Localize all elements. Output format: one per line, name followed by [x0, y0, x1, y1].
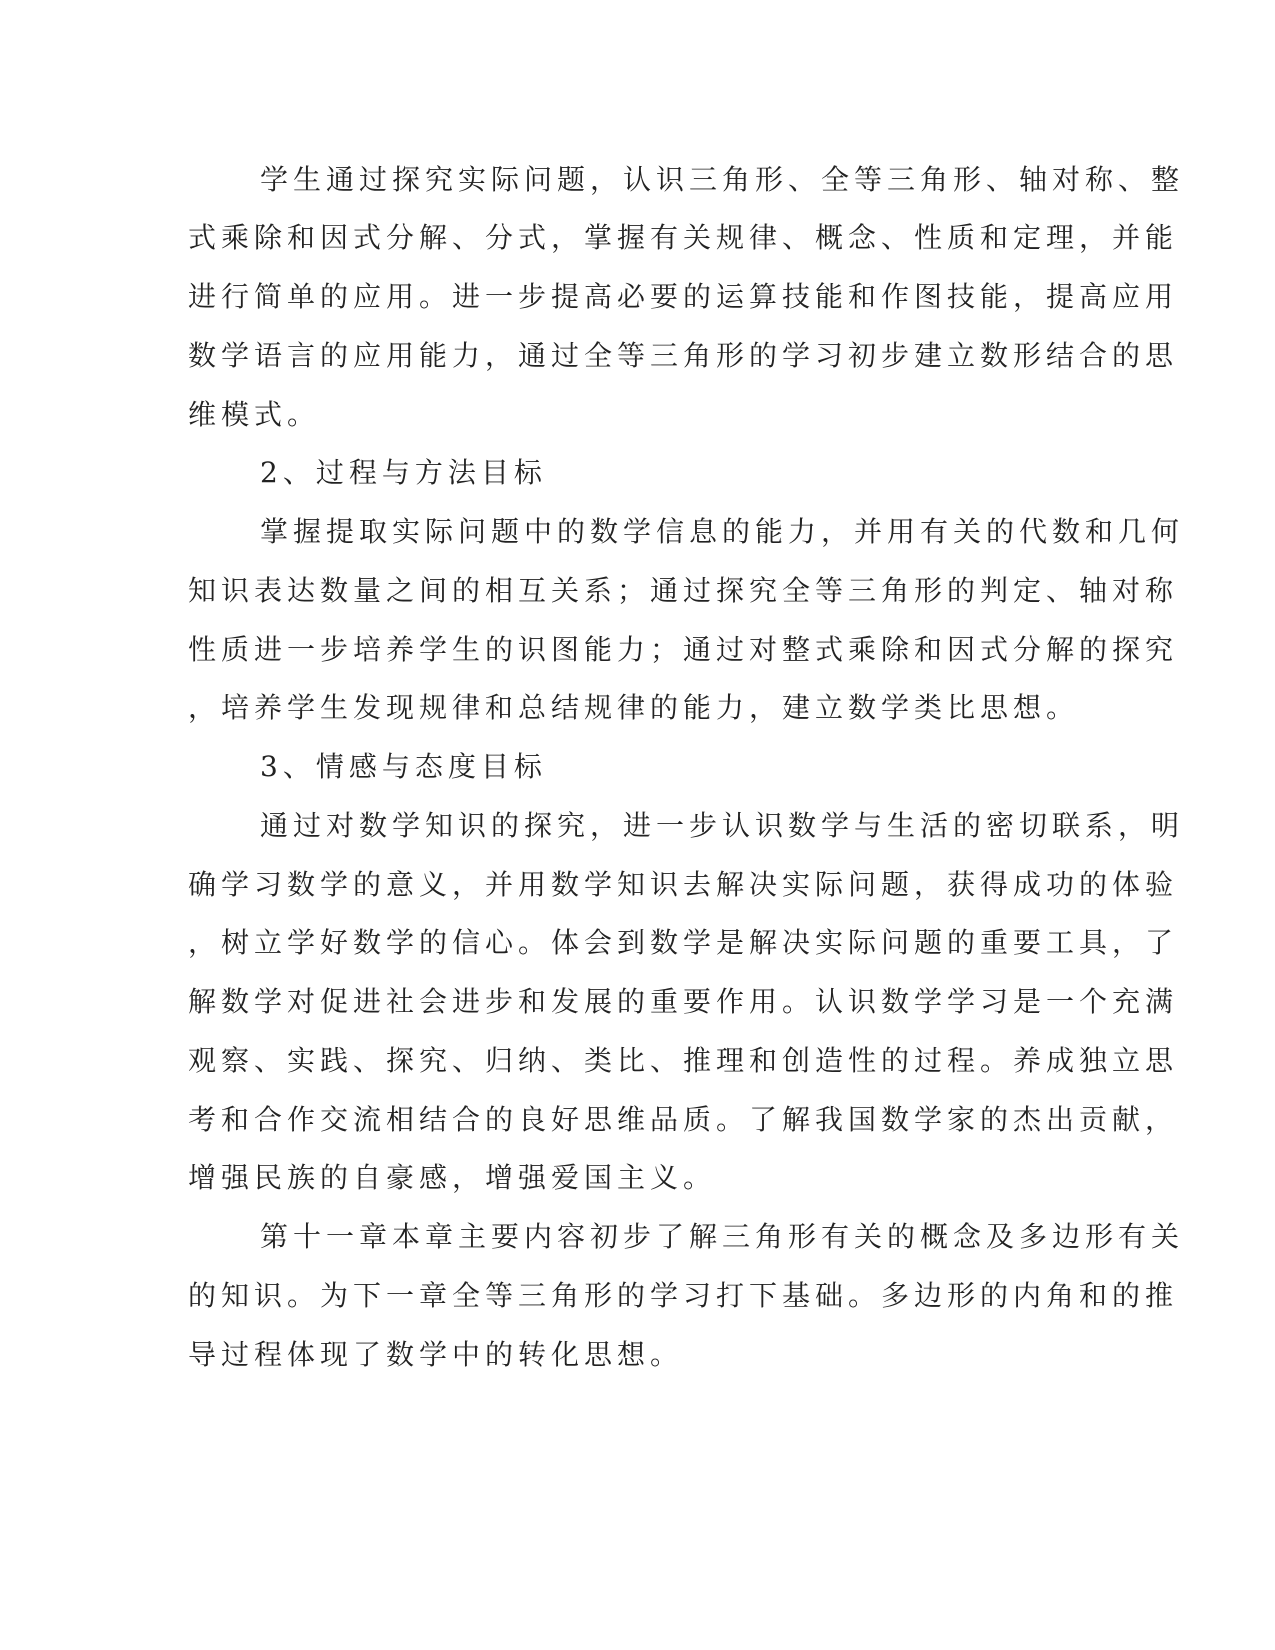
- paragraph-line: 数学语言的应用能力，通过全等三角形的学习初步建立数形结合的思: [188, 339, 1179, 372]
- paragraph-line: 通过对数学知识的探究，进一步认识数学与生活的密切联系，明: [260, 809, 1185, 842]
- paragraph-line: 维模式。: [188, 398, 321, 431]
- paragraph-line: 式乘除和因式分解、分式，掌握有关规律、概念、性质和定理，并能: [188, 221, 1179, 254]
- paragraph-line: 性质进一步培养学生的识图能力；通过对整式乘除和因式分解的探究: [188, 633, 1179, 666]
- paragraph-line: ，培养学生发现规律和总结规律的能力，建立数学类比思想。: [188, 691, 1080, 724]
- paragraph-line: 解数学对促进社会进步和发展的重要作用。认识数学学习是一个充满: [188, 985, 1179, 1018]
- paragraph-line: 学生通过探究实际问题，认识三角形、全等三角形、轴对称、整: [260, 163, 1185, 196]
- paragraph-line: 观察、实践、探究、归纳、类比、推理和创造性的过程。养成独立思: [188, 1044, 1179, 1077]
- paragraph-line: 导过程体现了数学中的转化思想。: [188, 1338, 684, 1371]
- section-heading: 3、情感与态度目标: [260, 750, 547, 783]
- section-heading: 2、过程与方法目标: [260, 456, 547, 489]
- paragraph-line: 知识表达数量之间的相互关系；通过探究全等三角形的判定、轴对称: [188, 574, 1179, 607]
- paragraph-line: 的知识。为下一章全等三角形的学习打下基础。多边形的内角和的推: [188, 1279, 1179, 1312]
- paragraph-line: 进行简单的应用。进一步提高必要的运算技能和作图技能，提高应用: [188, 280, 1179, 313]
- paragraph-line: 确学习数学的意义，并用数学知识去解决实际问题，获得成功的体验: [188, 868, 1179, 901]
- paragraph-line: 掌握提取实际问题中的数学信息的能力，并用有关的代数和几何: [260, 515, 1185, 548]
- paragraph-line: 第十一章本章主要内容初步了解三角形有关的概念及多边形有关: [260, 1220, 1185, 1253]
- paragraph-line: ，树立学好数学的信心。体会到数学是解决实际问题的重要工具，了: [188, 926, 1179, 959]
- paragraph-line: 增强民族的自豪感，增强爱国主义。: [188, 1161, 717, 1194]
- paragraph-line: 考和合作交流相结合的良好思维品质。了解我国数学家的杰出贡献，: [188, 1103, 1179, 1136]
